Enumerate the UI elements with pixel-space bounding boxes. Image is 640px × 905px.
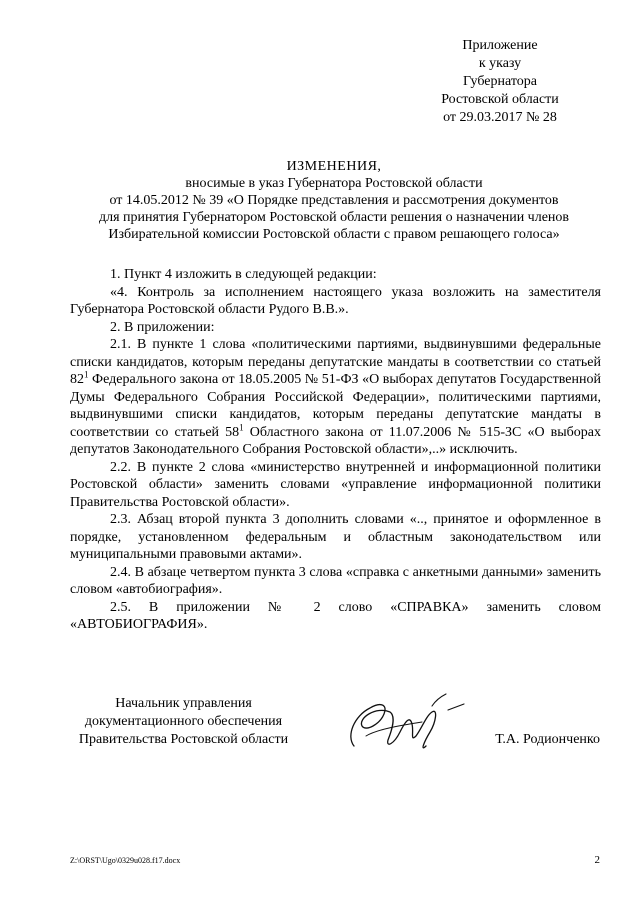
paragraph-2-1-part-b: Федерального закона от 18.05.2005 № 51-ФЗ «О выборах депутатов Государственной Думы Федерального Собрания Российской Федерации», политическими партиями, выдвинувшими списки кандидатов, которым переданы депутатские мандаты в соответствии со статьей 58 [70, 372, 601, 440]
position-line: документационного обеспечения [84, 714, 283, 729]
handwritten-signature [336, 686, 476, 758]
position-line: Правительства Ростовской области [78, 732, 289, 747]
appendix-line: Приложение [462, 38, 538, 53]
paragraph-1: 1. Пункт 4 изложить в следующей редакции: [110, 267, 377, 282]
paragraph-2-3: 2.3. Абзац второй пункта 3 дополнить словами «.., принятое и оформленное в порядке, установленном федеральным и областным законодательством или муниципальными правовыми актами». [70, 512, 601, 562]
title-line: вносимые в указ Губернатора Ростовской области [185, 176, 483, 191]
title-line: Избирательной комиссии Ростовской области с правом решающего голоса» [108, 227, 560, 242]
superscript: 1 [84, 369, 89, 380]
file-path: Z:\ORST\Ugo\0329u028.f17.docx [70, 856, 181, 865]
paragraph-2-1 [70, 336, 601, 459]
position-line: Начальник управления [115, 696, 252, 711]
paragraph-2: «4. Контроль за исполнением настоящего указа возложить на заместителя Губернатора Ростовской области Рудого В.В.». [70, 284, 601, 317]
signatory-position [66, 695, 301, 749]
appendix-line: Губернатора [462, 74, 538, 89]
title-line: от 14.05.2012 № 39 «О Порядке представления и рассмотрения документов [109, 193, 559, 208]
title-line: для принятия Губернатором Ростовской области решения о назначении членов [98, 210, 570, 225]
appendix-line: Ростовской области [441, 92, 559, 107]
paragraph-2-5: 2.5. В приложении № 2 слово «СПРАВКА» заменить словом [110, 599, 601, 615]
appendix-header [400, 37, 600, 127]
paragraph-2-4: 2.4. В абзаце четвертом пункта 3 слова «справка с анкетными данными» заменить словом «автобиография». [70, 564, 601, 597]
document-body [70, 266, 601, 634]
paragraph-2-5-continuation: «АВТОБИОГРАФИЯ». [70, 617, 208, 632]
paragraph-2-2: 2.2. В пункте 2 слова «министерство внутренней и информационной политики Ростовской области» заменить словами «управление информационной политики Правительства Ростовской области». [70, 459, 601, 510]
appendix-line: от 29.03.2017 № 28 [443, 110, 557, 125]
superscript: 1 [239, 421, 244, 432]
signatory-name: Т.А. Родионченко [495, 732, 600, 747]
document-title-block [66, 158, 602, 243]
page-number: 2 [594, 854, 600, 866]
paragraph-3: 2. В приложении: [110, 319, 215, 335]
paragraph-2-1-part-a: 2.1. В пункте 1 слова «политическими партиями, выдвинувшими федеральные списки кандидатов, которым переданы депутатские мандаты в соответствии со статьей 82 [70, 337, 601, 387]
paragraph-2-1-part-c: Областного закона от 11.07.2006 № 515-ЗС «О выборах депутатов Законодательного Собрания Ростовской области»,..» исключить. [70, 424, 601, 457]
appendix-line: к указу [478, 56, 522, 71]
document-title: ИЗМЕНЕНИЯ, [286, 159, 382, 174]
